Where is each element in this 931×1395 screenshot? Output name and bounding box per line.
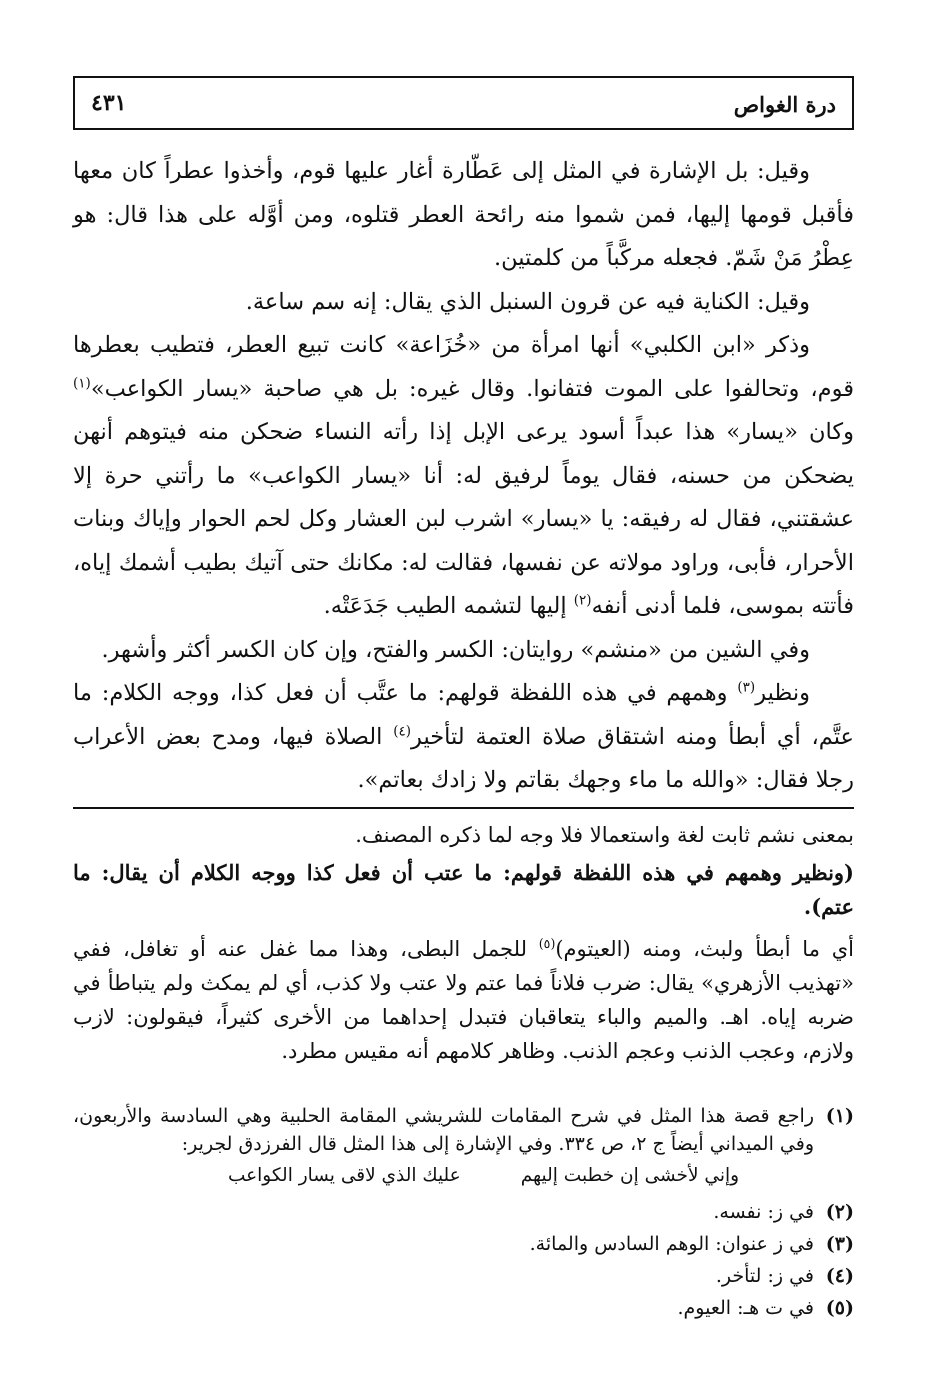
commentary-paragraph-part-a: أي ما أبطأ ولبث، ومنه (العيتوم) bbox=[555, 937, 854, 961]
footnote-number: (١) bbox=[825, 1105, 854, 1127]
running-title: درة الغواص bbox=[733, 92, 836, 117]
commentary-paragraph-part-b: للجمل البطى، وهذا مما غفل عنه أو تغافل، ففي «تهذيب الأزهري» يقال: ضرب فلاناً فما عتم ولا عتب ولا كذب، أي لم يمكث ولم يتباطأ في ضربه إياه. اهـ. والميم والباء يتعاقبان فتبدل إحداهما من الأخرى كثيراً، فيقولون: لازب ولازم، وعجب الذنب وعجم الذنب. وظاهر كلامهم أنه مقيس مطرد. bbox=[73, 937, 854, 1063]
paragraph-3-part-c: إليها لتشمه الطيب جَدَعَتْه. bbox=[323, 593, 574, 619]
paragraph-5-part-a: ونظير bbox=[755, 680, 810, 706]
footnote-number: (٣) bbox=[825, 1233, 854, 1255]
commentary-section bbox=[73, 818, 854, 1098]
commentary-quoted-text: (ونظير وهمهم في هذه اللفظة قولهم: ما عتب أن فعل كذا ووجه الكلام أن يقال: ما عتم). bbox=[73, 860, 854, 919]
footnote-2 bbox=[73, 1198, 854, 1226]
footnote-3 bbox=[73, 1230, 854, 1258]
footnote-text: في ت هـ: العيوم. bbox=[677, 1297, 814, 1319]
footnote-number: (٥) bbox=[825, 1297, 854, 1319]
footnote-5 bbox=[73, 1294, 854, 1322]
page-header bbox=[73, 76, 854, 130]
paragraph-5-part-b: وهمهم في هذه اللفظة قولهم: ما عتَّب أن فعل كذا، ووجه الكلام: ما عتَّم، أي أبطأ ومنه اشتقاق صلاة العتمة لتأخير bbox=[73, 680, 854, 750]
paragraph-3 bbox=[73, 324, 854, 629]
commentary-line-1: بمعنى نشم ثابت لغة واستعمالا فلا وجه لما ذكره المصنف. bbox=[355, 823, 854, 847]
paragraph-5-part-c: الصلاة فيها، ومدح بعض الأعراب رجلا فقال: «والله ما ماء وجهك بقاتم ولا زادك بعاتم». bbox=[73, 723, 854, 793]
footnote-ref-4: (٤) bbox=[393, 723, 412, 739]
verse-first-hemistich: وإني لأخشى إن خطبت إليهم bbox=[520, 1165, 740, 1186]
paragraph-2: وقيل: الكناية فيه عن قرون السنبل الذي يقال: إنه سم ساعة. bbox=[245, 288, 810, 315]
section-divider bbox=[73, 807, 854, 809]
paragraph-3-part-b: وكان «يسار» هذا عبداً أسود يرعى الإبل إذا رأته النساء ضحكن منه فيتوهم أنهن يضحكن من حسنه، فقال يوماً لرفيق له: أنا «يسار الكواعب» ما رأتني حرة إلا عشقتني، فقال له رفيقه: يا «يسار» اشرب لبن العشار وكل لحم الحوار وإياك وبنات الأحرار، فأبى، وراود مولاته عن نفسها، فقالت له: مكانك حتى آتيك بطيب أشمك إياه، فأتته بموسى، فلما أدنى أنفه bbox=[73, 419, 854, 619]
paragraph-4: وفي الشين من «منشم» روايتان: الكسر والفتح، وإن كان الكسر أكثر وأشهر. bbox=[101, 636, 810, 663]
verse-second-hemistich: عليك الذي لاقى يسار الكواعب bbox=[227, 1165, 461, 1186]
footnote-ref-5: (٥) bbox=[538, 936, 556, 951]
footnote-text: في ز: لتأخر. bbox=[715, 1265, 814, 1287]
footnotes-section bbox=[73, 1102, 854, 1362]
footnote-number: (٤) bbox=[825, 1265, 854, 1287]
paragraph-1: وقيل: بل الإشارة في المثل إلى عَطّارة أغار عليها قوم، وأخذوا عطراً كان معها فأقبل قومها إليها، فمن شموا منه رائحة العطر قتلوه، ومن أوَّله على هذا قال: هو عِطْرُ مَنْ شَمّ. فجعله مركَّباً من كلمتين. bbox=[73, 158, 854, 271]
footnote-text: في ز عنوان: الوهم السادس والمائة. bbox=[529, 1233, 814, 1255]
footnote-4 bbox=[73, 1262, 854, 1290]
footnote-1 bbox=[73, 1102, 854, 1158]
poetry-verse bbox=[73, 1162, 854, 1190]
main-text bbox=[73, 150, 854, 800]
paragraph-3-part-a: وذكر «ابن الكلبي» أنها امرأة من «خُزَاعة» كانت تبيع العطر، فتطيب بعطرها قوم، وتحالفوا على الموت فتفانوا. وقال غيره: بل هي صاحبة «يسار الكواعب» bbox=[73, 332, 854, 402]
footnote-text: راجع قصة هذا المثل في شرح المقامات للشريشي المقامة الحلبية وهي السادسة والأربعون، وفي الميداني أيضاً ج ٢، ص ٣٣٤. وفي الإشارة إلى هذا المثل قال الفرزدق لجرير: bbox=[73, 1105, 814, 1155]
commentary-paragraph bbox=[73, 932, 854, 1068]
paragraph-5 bbox=[73, 672, 854, 803]
footnote-ref-1: (١) bbox=[73, 375, 91, 391]
footnote-ref-2: (٢) bbox=[573, 592, 592, 609]
page-number: ٤٣١ bbox=[91, 90, 127, 116]
footnote-number: (٢) bbox=[825, 1201, 854, 1223]
footnote-text: في ز: نفسه. bbox=[713, 1201, 814, 1223]
footnote-ref-3: (٣) bbox=[737, 679, 756, 696]
